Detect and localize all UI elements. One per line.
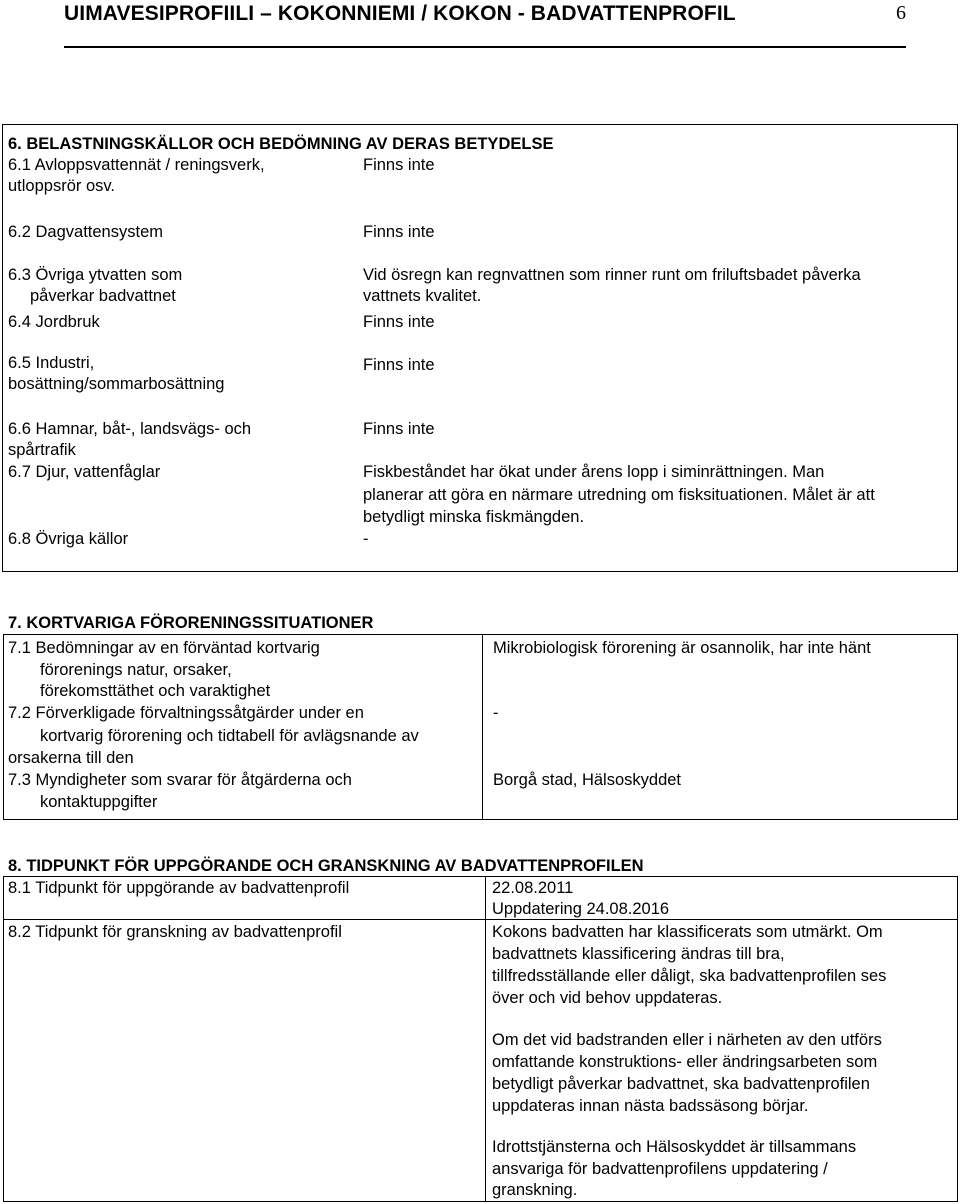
row-8-2-value-line9: uppdateras innan nästa badssäsong börjar.: [492, 1097, 809, 1115]
row-7-3-value: Borgå stad, Hälsoskyddet: [493, 771, 682, 789]
section-7-divider: [482, 634, 483, 820]
row-6-1-value: Finns inte: [363, 156, 435, 174]
row-8-2-value-line6: Om det vid badstranden eller i närheten av den utförs: [492, 1031, 882, 1049]
section-8-title: 8. TIDPUNKT FÖR UPPGÖRANDE OCH GRANSKNING AV BADVATTENPROFILEN: [8, 857, 644, 875]
row-8-2-value-line13: granskning.: [492, 1181, 578, 1199]
document-title: UIMAVESIPROFIILI – KOKONNIEMI / KOKON - BADVATTENPROFIL: [64, 2, 736, 25]
row-7-2-label-line3: orsakerna till den: [8, 749, 134, 767]
row-7-1-label-line2: förorenings natur, orsaker,: [40, 661, 232, 679]
row-8-2-value-line12: ansvariga för badvattenprofilens uppdatering /: [492, 1160, 828, 1178]
row-8-2-value-line11: Idrottstjänsterna och Hälsoskyddet är tillsammans: [492, 1138, 857, 1156]
row-7-2-label-line2: kortvarig förorening och tidtabell för avlägsnande av: [40, 727, 419, 745]
row-6-2-value: Finns inte: [363, 223, 435, 241]
row-6-6-label-line2: spårtrafik: [8, 441, 76, 459]
page-header: [64, 0, 906, 48]
row-8-2-value-line1: Kokons badvatten har klassificerats som utmärkt. Om: [492, 923, 883, 941]
row-7-2-value: -: [493, 704, 499, 722]
section-6-title: 6. BELASTNINGSKÄLLOR OCH BEDÖMNING AV DERAS BETYDELSE: [8, 135, 554, 153]
row-6-7-label: 6.7 Djur, vattenfåglar: [8, 463, 161, 481]
row-6-7-value-line2: planerar att göra en närmare utredning om fisksituationen. Målet är att: [363, 486, 875, 504]
row-8-2-value-line4: över och vid behov uppdateras.: [492, 989, 723, 1007]
row-6-1-label-line2: utloppsrör osv.: [8, 177, 115, 195]
row-6-3-label-line1: 6.3 Övriga ytvatten som: [8, 266, 183, 284]
row-6-4-label: 6.4 Jordbruk: [8, 313, 100, 331]
row-6-2-label: 6.2 Dagvattensystem: [8, 223, 163, 241]
row-6-5-label-line1: 6.5 Industri,: [8, 354, 95, 372]
row-8-2-value-line8: betydligt påverkar badvattnet, ska badvattenprofilen: [492, 1075, 870, 1093]
row-8-2-value-line3: tillfredsställande eller dåligt, ska badvattenprofilen ses: [492, 967, 887, 985]
row-7-1-label-line3: förekomsttäthet och varaktighet: [40, 682, 271, 700]
row-6-3-label-line2: påverkar badvattnet: [30, 287, 176, 305]
row-8-2-value-line7: omfattande konstruktions- eller ändringsarbeten som: [492, 1053, 878, 1071]
section-7-title: 7. KORTVARIGA FÖRORENINGSSITUATIONER: [8, 614, 374, 632]
row-7-1-label-line1: 7.1 Bedömningar av en förväntad kortvarig: [8, 639, 320, 657]
row-6-5-label-line2: bosättning/sommarbosättning: [8, 375, 225, 393]
row-7-3-label-line2: kontaktuppgifter: [40, 793, 158, 811]
row-6-1-label-line1: 6.1 Avloppsvattennät / reningsverk,: [8, 156, 265, 174]
row-6-3-value-line1: Vid ösregn kan regnvattnen som rinner runt om friluftsbadet påverka: [363, 266, 861, 284]
row-8-1-value-line2: Uppdatering 24.08.2016: [492, 900, 670, 918]
section-8-row-separator: [3, 919, 958, 920]
row-7-2-label-line1: 7.2 Förverkligade förvaltningssåtgärder under en: [8, 704, 364, 722]
page-number: 6: [896, 2, 906, 24]
row-7-3-label-line1: 7.3 Myndigheter som svarar för åtgärderna och: [8, 771, 352, 789]
row-6-8-value: -: [363, 530, 369, 548]
row-7-1-value: Mikrobiologisk förorening är osannolik, har inte hänt: [493, 639, 871, 657]
row-8-2-label: 8.2 Tidpunkt för granskning av badvattenprofil: [8, 923, 342, 941]
row-6-3-value-line2: vattnets kvalitet.: [363, 287, 482, 305]
row-6-8-label: 6.8 Övriga källor: [8, 530, 129, 548]
row-8-1-value-line1: 22.08.2011: [492, 879, 574, 897]
row-6-6-label-line1: 6.6 Hamnar, båt-, landsvägs- och: [8, 420, 252, 438]
row-6-4-value: Finns inte: [363, 313, 435, 331]
row-6-5-value: Finns inte: [363, 356, 435, 374]
row-6-6-value: Finns inte: [363, 420, 435, 438]
section-8-divider: [485, 876, 486, 1202]
row-6-7-value-line3: betydligt minska fiskmängden.: [363, 508, 585, 526]
row-6-7-value-line1: Fiskbeståndet har ökat under årens lopp i siminrättningen. Man: [363, 463, 825, 481]
row-8-1-label: 8.1 Tidpunkt för uppgörande av badvattenprofil: [8, 879, 350, 897]
row-8-2-value-line2: badvattnets klassificering ändras till bra,: [492, 945, 785, 963]
